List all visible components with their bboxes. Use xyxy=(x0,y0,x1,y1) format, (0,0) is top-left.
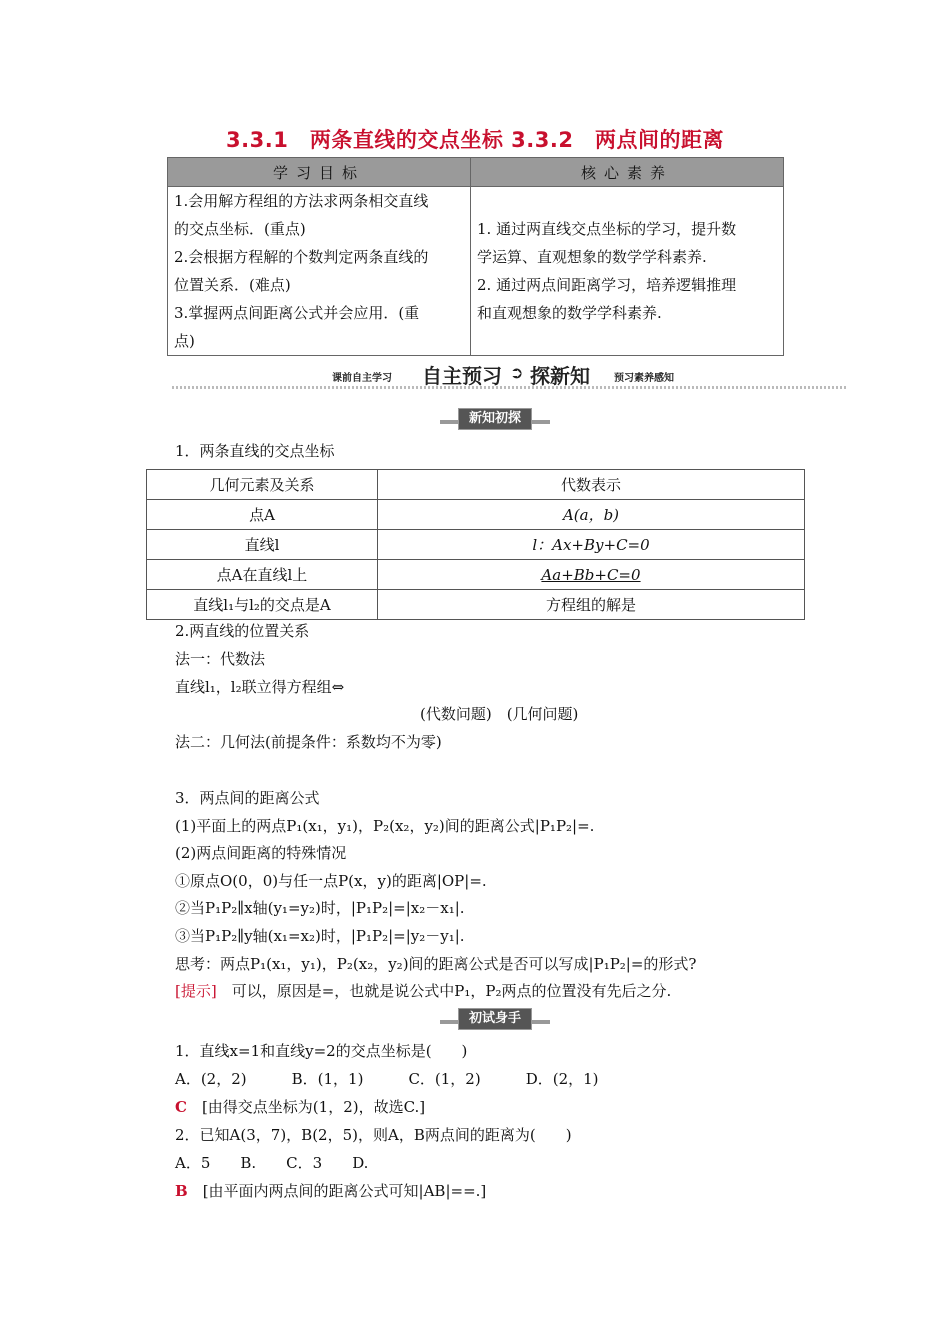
relation-table xyxy=(146,469,805,620)
section-1-title: 1．两条直线的交点坐标 xyxy=(175,442,335,460)
goals-header-left: 学习目标 xyxy=(168,158,471,187)
relation-cell: 方程组的解是 xyxy=(378,590,805,620)
text-line: ②当P₁P₂∥x轴(y₁=y₂)时，|P₁P₂|=|x₂－x₁|. xyxy=(175,899,465,917)
goals-table xyxy=(167,157,784,356)
hint-line xyxy=(175,980,671,1001)
divider-line xyxy=(172,386,847,389)
answer-1 xyxy=(175,1096,425,1117)
text-line: 思考：两点P₁(x₁，y₁)，P₂(x₂，y₂)间的距离公式是否可以写成|P₁P₂|=的形式? xyxy=(175,955,697,973)
literacy-line: 学运算、直观想象的数学学科素养. xyxy=(477,248,707,266)
text-line: 3．两点间的距离公式 xyxy=(175,789,320,807)
divider-main-right: 探新知 xyxy=(530,364,590,388)
section-divider xyxy=(172,360,847,394)
text-line: 直线l₁，l₂联立得方程组⇔ xyxy=(175,678,345,696)
goals-header-right: 核心素养 xyxy=(471,158,784,187)
literacy-line: 2. 通过两点间距离学习，培养逻辑推理 xyxy=(477,276,737,294)
divider-right-text: 预习素养感知 xyxy=(614,373,674,384)
answer-explain: [由得交点坐标为(1，2)，故选C.] xyxy=(186,1098,426,1116)
relation-cell: 直线l₁与l₂的交点是A xyxy=(147,590,378,620)
text-line: 2.两直线的位置关系 xyxy=(175,622,310,640)
relation-cell: 直线l xyxy=(147,530,378,560)
goals-right-cell xyxy=(471,187,784,356)
text-line: (2)两点间距离的特殊情况 xyxy=(175,844,347,862)
text-line: 法一：代数法 xyxy=(175,650,266,668)
relation-cell: Aa+Bb+C=0 xyxy=(378,560,805,590)
question-2-options: A．5 B. C．3 D. xyxy=(175,1154,369,1172)
text-line: ①原点O(0，0)与任一点P(x，y)的距离|OP|=. xyxy=(175,872,487,890)
question-1-options: A．(2，2) B．(1，1) C．(1，2) D．(2，1) xyxy=(175,1070,599,1088)
relation-cell: l：Ax+By+C=0 xyxy=(378,530,805,560)
answer-2 xyxy=(175,1180,486,1201)
divider-left-text: 课前自主学习 xyxy=(332,373,392,384)
relation-header: 代数表示 xyxy=(378,470,805,500)
text-line: ③当P₁P₂∥y轴(x₁=x₂)时，|P₁P₂|=|y₂－y₁|. xyxy=(175,927,465,945)
goals-left-cell xyxy=(168,187,471,356)
relation-header: 几何元素及关系 xyxy=(147,470,378,500)
relation-cell: 点A xyxy=(147,500,378,530)
answer-letter: C xyxy=(175,1098,187,1116)
divider-main-left: 自主预习 xyxy=(422,364,502,388)
arrow-icon: ➲ xyxy=(510,363,524,382)
goal-line: 点) xyxy=(174,332,195,350)
hint-text: 可以，原因是=，也就是说公式中P₁，P₂两点的位置没有先后之分. xyxy=(216,982,672,1000)
goal-line: 位置关系．(难点) xyxy=(174,276,291,294)
text-line: (代数问题) (几何问题) xyxy=(420,705,579,723)
literacy-line: 和直观想象的数学学科素养. xyxy=(477,304,662,322)
relation-cell: A(a，b) xyxy=(378,500,805,530)
new-knowledge-badge xyxy=(440,408,550,430)
page-title: 3.3.1 两条直线的交点坐标 3.3.2 两点间的距离 xyxy=(226,128,724,152)
text-line: 法二：几何法(前提条件：系数均不为零) xyxy=(175,733,442,751)
question-2: 2．已知A(3，7)，B(2，5)，则A，B两点间的距离为( ) xyxy=(175,1126,572,1144)
goal-line: 1.会用解方程组的方法求两条相交直线 xyxy=(174,192,429,210)
badge-label: 新知初探 xyxy=(458,408,532,430)
hint-label: [提示] xyxy=(175,982,217,1000)
question-1: 1．直线x=1和直线y=2的交点坐标是( ) xyxy=(175,1042,468,1060)
answer-explain: [由平面内两点间的距离公式可知|AB|==.] xyxy=(187,1182,487,1200)
try-it-badge xyxy=(440,1008,550,1030)
text-line: (1)平面上的两点P₁(x₁，y₁)，P₂(x₂，y₂)间的距离公式|P₁P₂|=. xyxy=(175,817,595,835)
goal-line: 的交点坐标．(重点) xyxy=(174,220,306,238)
goal-line: 2.会根据方程解的个数判定两条直线的 xyxy=(174,248,429,266)
badge-label: 初试身手 xyxy=(458,1008,532,1030)
answer-letter: B xyxy=(175,1182,188,1200)
goal-line: 3.掌握两点间距离公式并会应用．(重 xyxy=(174,304,420,322)
literacy-line: 1. 通过两直线交点坐标的学习，提升数 xyxy=(477,220,737,238)
relation-cell: 点A在直线l上 xyxy=(147,560,378,590)
